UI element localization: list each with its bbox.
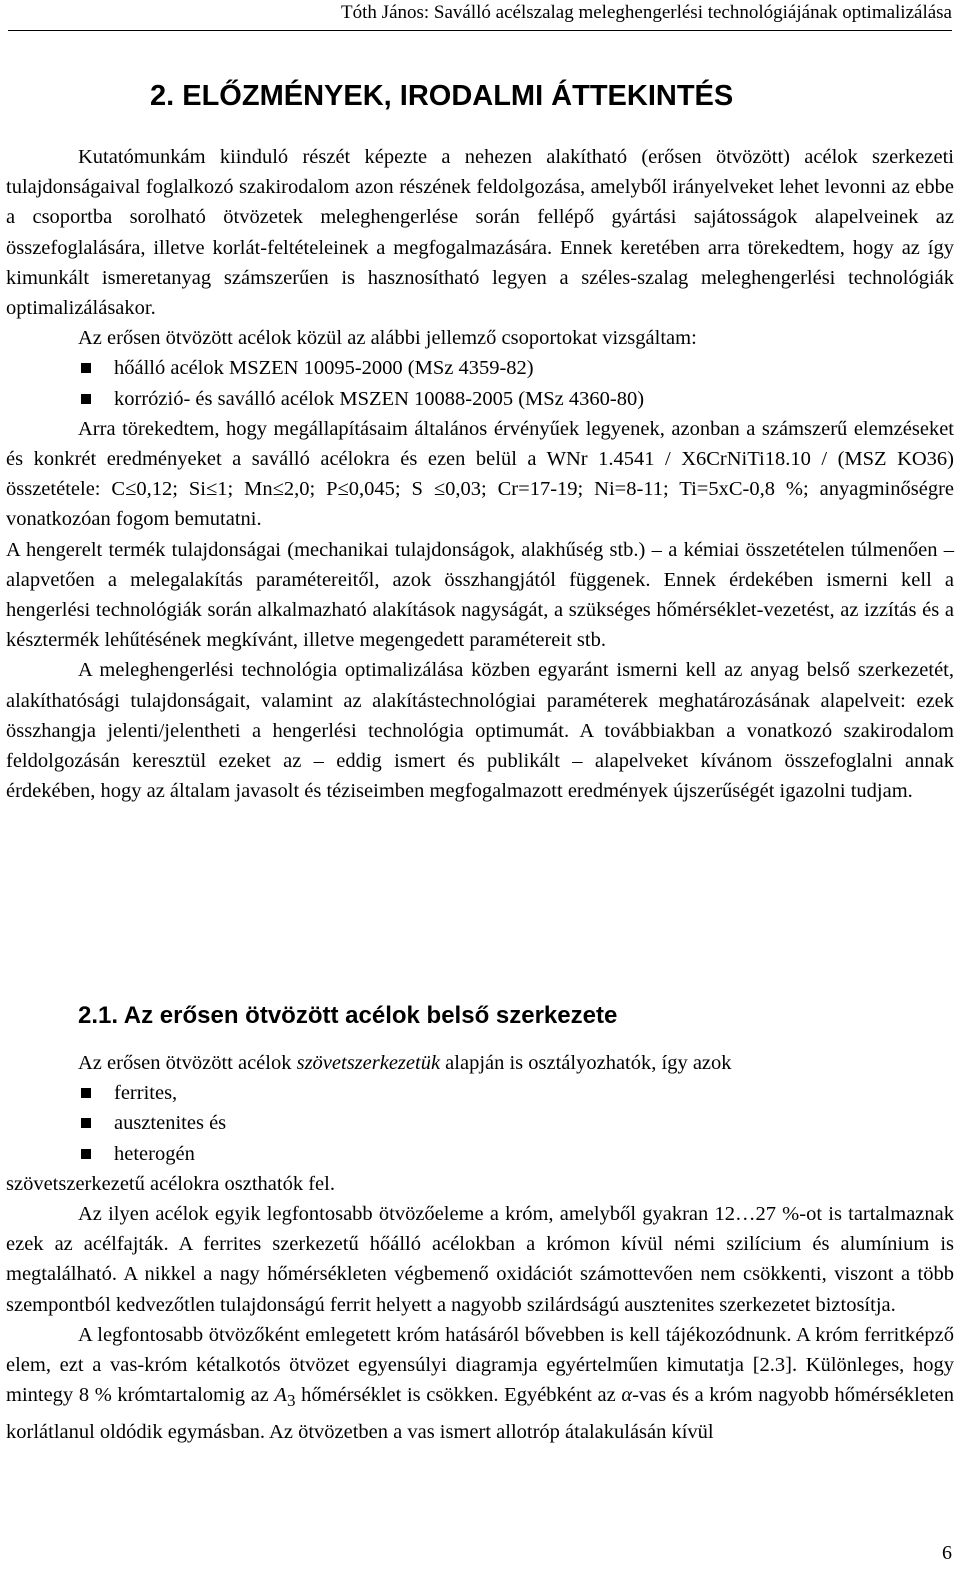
- subscript: 3: [286, 1391, 296, 1411]
- chapter-title: 2. ELŐZMÉNYEK, IRODALMI ÁTTEKINTÉS: [150, 80, 734, 112]
- paragraph-text: hőmérséklet is csökken. Egyébként az: [295, 1384, 622, 1407]
- list-item-text: korrózió- és saválló acélok MSZEN 10088-2005 (MSz 4360-80): [114, 387, 645, 410]
- section-title: 2.1. Az erősen ötvözött acélok belső szerkezete: [78, 1002, 618, 1029]
- steel-group-list: [6, 353, 954, 413]
- list-item-text: heterogén: [114, 1142, 195, 1165]
- square-bullet-icon: [81, 1088, 91, 1098]
- list-item-text: ausztenites és: [114, 1112, 227, 1135]
- greek-symbol: α: [621, 1384, 633, 1407]
- list-item-text: ferrites,: [114, 1082, 178, 1105]
- list-item: [6, 353, 954, 383]
- paragraph: Az erősen ötvözött acélok közül az alábbi jellemző csoportokat vizsgáltam:: [78, 327, 697, 350]
- list-item-text: hőálló acélok MSZEN 10095-2000 (MSz 4359-82): [114, 357, 534, 380]
- section-structure-body: [6, 1048, 954, 1447]
- paragraph: A meleghengerlési technológia optimalizálása közben egyaránt ismerni kell az anyag belső szerkezetét, alakíthatósági tulajdonságait, valamint az alakítástechnológiai paraméterek meghatározásának alapelveit: ezek összhangja jelenti/jelentheti a hengerlési technológia optimumát. A továbbiakban a vonatkozó szakirodalom feldolgozásán keresztül ezeket az – eddig ismert és publikált – alapelveket kívánom összefoglalni annak érdekében, hogy az általam javasolt és téziseimben megfogalmazott eredmények újszerűségét igazolni tudjam.: [6, 659, 954, 803]
- list-item: [6, 1078, 954, 1108]
- running-header: Tóth János: Saválló acélszalag meleghengerlési technológiájának optimalizálása: [341, 2, 952, 23]
- header-rule: [8, 30, 952, 31]
- square-bullet-icon: [81, 363, 91, 373]
- square-bullet-icon: [81, 1118, 91, 1128]
- paragraph-text: -vas és a króm nagyobb hőmérsékleten korlátlanul oldódik egymásban. Az ötvözetben a vas ismert allotróp átalakulásán kívül: [6, 1384, 954, 1443]
- paragraph: szövetszerkezetű acélokra oszthatók fel.: [6, 1172, 335, 1195]
- list-item: [6, 1139, 954, 1169]
- paragraph: Az ilyen acélok egyik legfontosabb ötvözőeleme a króm, amelyből gyakran 12…27 %-ot is tartalmaznak ezek az acélfajták. A ferrites szerkezetű hőálló acélokban a krómon kívül némi szilícium és alumínium is megtalálható. A nikkel a nagy hőmérsékleten végbemenő oxidációt számottevően nem csökkenti, viszont a több szempontból kedvezőtlen tulajdonságú ferrit helyett a nagyobb szilárdságú ausztenites szerkezetet biztosítja.: [6, 1203, 954, 1316]
- paragraph: A hengerelt termék tulajdonságai (mechanikai tulajdonságok, alakhűség stb.) – a kémiai összetételen túlmenően – alapvetően a melegalakítás paramétereitől, azok összhangjától függenek. Ennek érdekében ismerni kell a hengerlési technológiák során alkalmazható alakítások nagyságát, a szükséges hőmérséklet-vezetést, az izzítás és a késztermék lehűtésének megkívánt, illetve megengedett paramétereit stb.: [6, 538, 954, 652]
- paragraph: [6, 1048, 954, 1078]
- paragraph-text: Az erősen ötvözött acélok: [78, 1052, 297, 1074]
- list-item: [6, 1108, 954, 1138]
- italic-term: szövetszerkezetük: [296, 1052, 441, 1074]
- section-intro-body: [6, 142, 954, 806]
- square-bullet-icon: [81, 1149, 91, 1159]
- paragraph: Kutatómunkám kiinduló részét képezte a nehezen alakítható (erősen ötvözött) acélok szerkezeti tulajdonságaival foglalkozó szakirodalom azon részének feldolgozása, amelyből irányelveket lehet levonni az ebbe a csoportba sorolható ötvözetek meleghengerlése során fellépő gyártási sajátosságok alapelveinek az összefoglalására, illetve korlát-feltételeinek a megfogalmazására. Ennek keretében arra törekedtem, hogy az így kimunkált ismeretanyag számszerűen is hasznosítható legyen a széles-szalag meleghengerlési technológiák optimalizálásakor.: [6, 146, 954, 320]
- italic-symbol: A: [274, 1384, 287, 1407]
- list-item: [6, 384, 954, 414]
- paragraph-text: A legfontosabb ötvözőként emlegetett króm hatásáról bővebben is kell tájékozódnunk. A króm ferritképző elem, ezt a vas-króm kétalkotós ötvözet egyensúlyi diagramja egyértelműen kimutatja [2.3]. Különleges, hogy mintegy 8 % krómtartalomig az: [6, 1323, 954, 1407]
- paragraph-text: alapján is osztályozhatók, így azok: [440, 1052, 732, 1074]
- paragraph: Arra törekedtem, hogy megállapításaim általános érvényűek legyenek, azonban a számszerű elemzéseket és konkrét eredményeket a saválló acélokra és ezen belül a WNr 1.4541 / X6CrNiTi18.10 / (MSZ KO36) összetétele: C≤0,12; Si≤1; Mn≤2,0; P≤0,045; S ≤0,03; Cr=17-19; Ni=8-11; Ti=5xC-0,8 %; anyagminőségre vonatkozóan fogom bemutatni.: [6, 417, 954, 531]
- page-number: 6: [942, 1542, 952, 1564]
- paragraph: [6, 1320, 954, 1447]
- structure-type-list: [6, 1078, 954, 1169]
- square-bullet-icon: [81, 394, 91, 404]
